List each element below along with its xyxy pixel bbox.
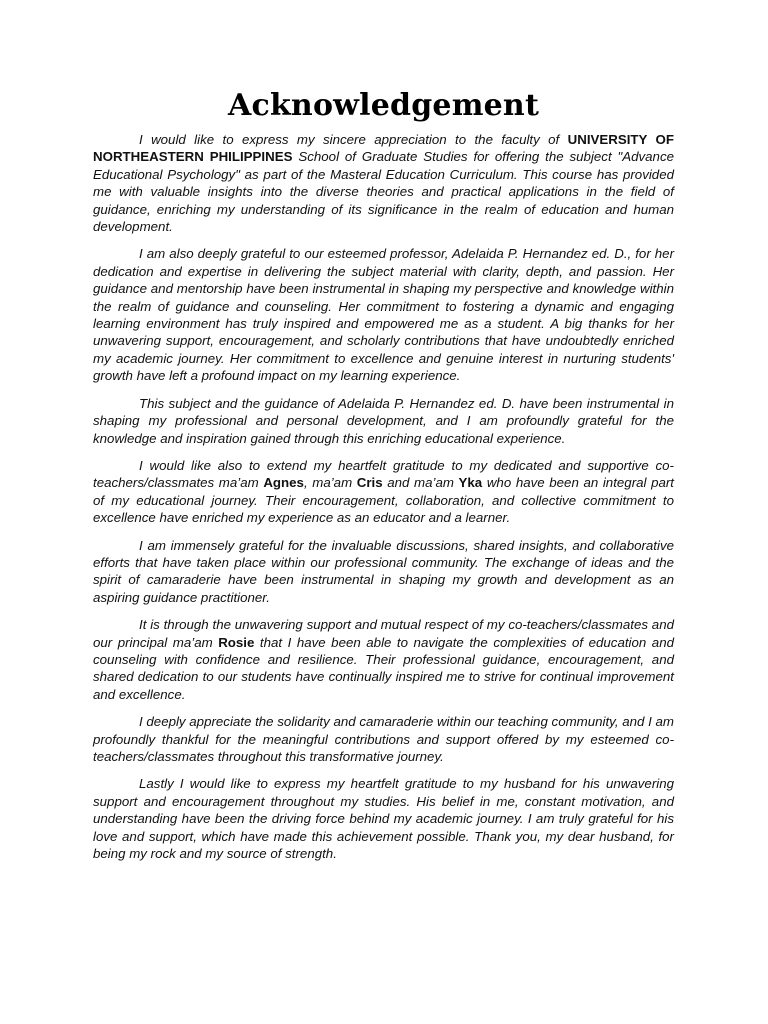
page-title: Acknowledgement <box>228 88 539 123</box>
university-name: UNIVERSITY OF NORTHEASTERN PHILIPPINES <box>93 132 674 165</box>
paragraph-6-text-b: that I have been able to navigate the complexities of education and counseling with confidence and resilience. Their professional guidance, encouragement, and shared dedication to our students have continually inspired me to strive for continual improvement and excellence. <box>93 634 674 702</box>
paragraph-4 <box>93 457 674 527</box>
document-page <box>93 88 674 872</box>
name-rosie: Rosie <box>218 634 255 650</box>
name-cris: Cris <box>356 475 383 491</box>
paragraph-2: I am also deeply grateful to our esteemed professor, Adelaida P. Hernandez ed. D., for her dedication and expertise in delivering the subject material with clarity, depth, and passion. Her guidance and mentorship have been instrumental in shaping my perspective and knowledge within the realm of guidance and counseling. Her commitment to fostering a dynamic and engaging learning environment has truly inspired and empowered me as a student. A big thanks for her unwavering support, encouragement, and scholarly contributions that have undoubtedly enriched my academic journey. Her commitment to excellence and genuine interest in nurturing students' growth have left a profound impact on my learning experience. <box>93 246 674 384</box>
paragraph-4-text-a: I would like also to extend my heartfelt gratitude to my dedicated and supportive co-teachers/classmates ma’am <box>93 457 674 491</box>
paragraph-7: I deeply appreciate the solidarity and camaraderie within our teaching community, and I am profoundly thankful for the meaningful contributions and support offered by my esteemed co-teachers/classmates throughout this transformative journey. <box>93 714 674 764</box>
name-yka: Yka <box>458 475 483 491</box>
paragraph-3: This subject and the guidance of Adelaida P. Hernandez ed. D. have been instrumental in shaping my professional and personal development, and I am profoundly grateful for the knowledge and inspiration gained through this enriching educational experience. <box>93 395 674 446</box>
paragraph-6 <box>93 616 674 703</box>
paragraph-1-text-b: School of Graduate Studies for offering the subject "Advance Educational Psychology" as part of the Masteral Education Curriculum. This course has provided me with valuable insights into the diverse theories and practical applications in the field of guidance, enriching my understanding of its significance in the realm of education and human development. <box>93 149 674 235</box>
paragraph-4-text-d: who have been an integral part of my educational journey. Their encouragement, collaboration, and collective commitment to excellence have enriched my experience as an educator and a learner. <box>93 475 674 526</box>
paragraph-6-text-a: It is through the unwavering support and mutual respect of my co-teachers/classmates and our principal ma’am <box>93 617 674 650</box>
paragraph-8: Lastly I would like to express my heartfelt gratitude to my husband for his unwavering support and encouragement throughout my studies. His belief in me, constant motivation, and understanding have been the driving force behind my academic journey. I am truly grateful for his love and support, which have made this achievement possible. Thank you, my dear husband, for being my rock and my source of strength. <box>93 776 674 862</box>
paragraph-1 <box>93 131 674 235</box>
paragraph-1-text-a: I would like to express my sincere appreciation to the faculty of <box>139 132 568 147</box>
paragraph-4-text-b: , ma’am <box>303 475 357 491</box>
name-agnes: Agnes <box>263 475 304 491</box>
paragraph-5: I am immensely grateful for the invaluable discussions, shared insights, and collaborative efforts that have taken place within our professional community. The exchange of ideas and the spirit of camaraderie have been instrumental in shaping my growth and development as an aspiring guidance practitioner. <box>93 537 674 605</box>
paragraph-4-text-c: and ma’am <box>382 475 459 491</box>
